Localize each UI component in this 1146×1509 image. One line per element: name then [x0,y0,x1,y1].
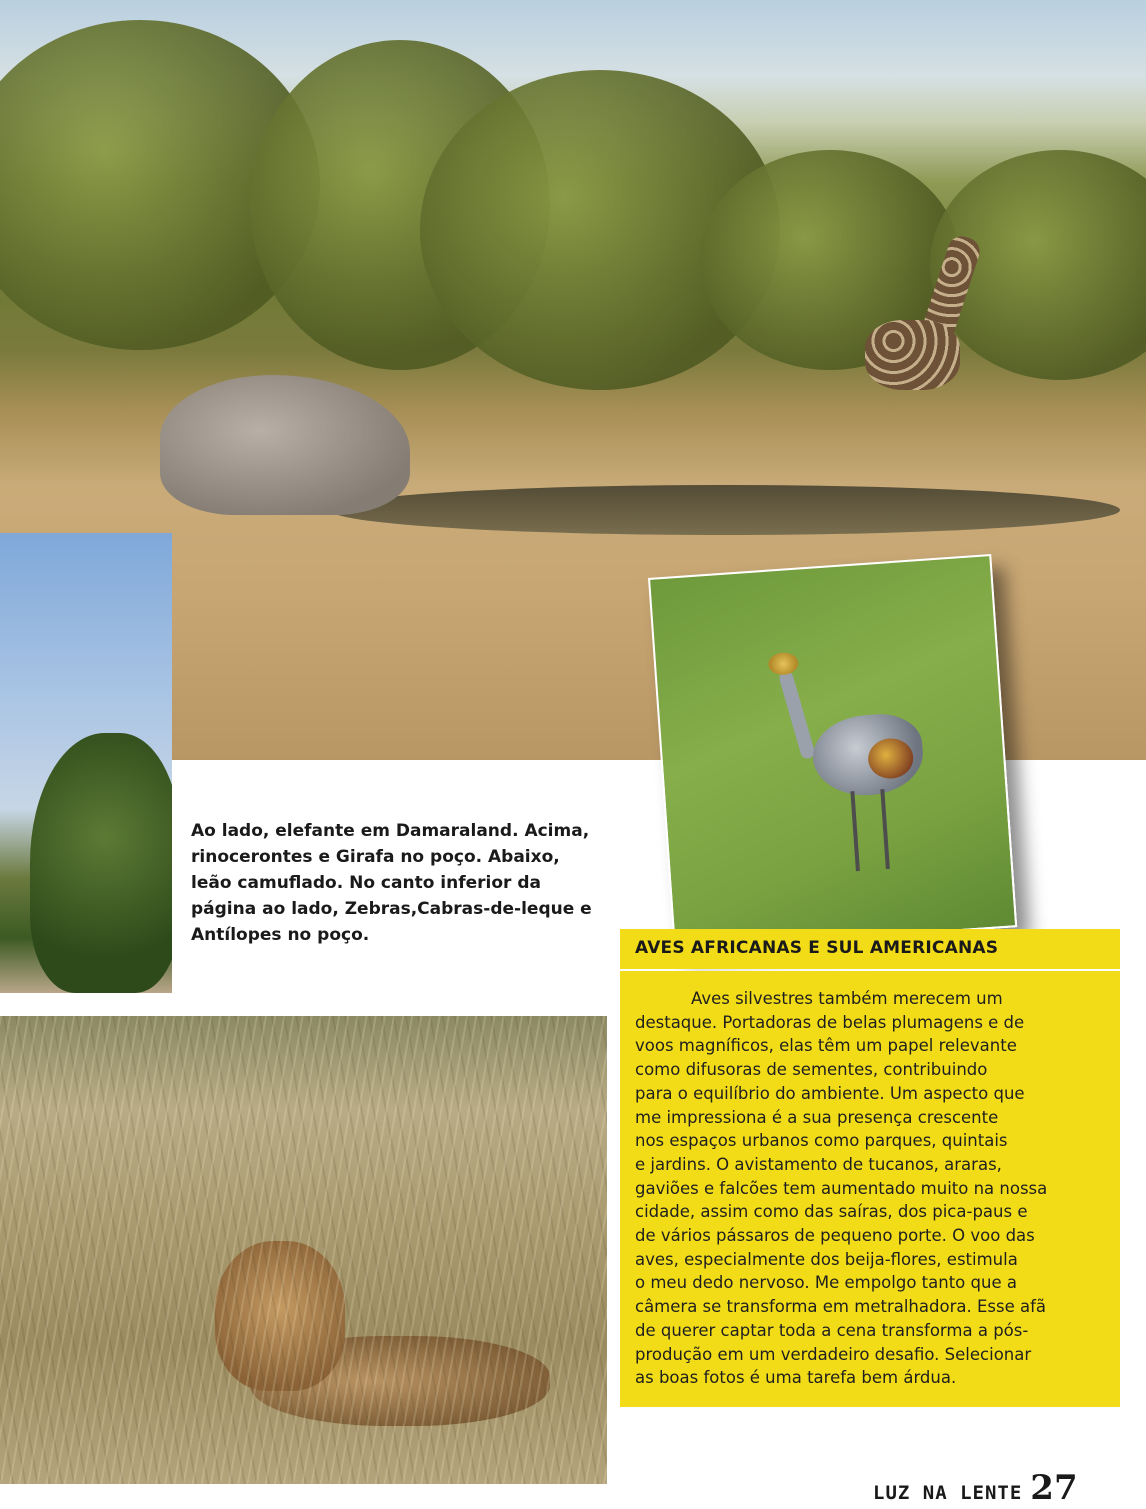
waterhole [330,485,1120,535]
article-line: Aves silvestres também merecem um [691,989,1003,1008]
photo-caption [191,818,621,948]
article-line: para o equilíbrio do ambiente. Um aspecto que [635,1083,1025,1103]
caption-line: leão camuflado. No canto inferior da [191,873,541,893]
article-line: e jardins. O avistamento de tucanos, araras, [635,1154,1002,1174]
page-number: 27 [1030,1468,1078,1508]
article-line: produção em um verdadeiro desafio. Selecionar [635,1344,1032,1364]
crowned-crane-photo [648,554,1017,951]
article-line: voos magníficos, elas têm um papel relevante [635,1036,1017,1056]
article-heading-bar [620,929,1120,969]
article-line: aves, especialmente dos beija-flores, estimula [635,1249,1018,1269]
article-line: o meu dedo nervoso. Me empolgo tanto que a [635,1273,1017,1293]
article-line: de vários pássaros de pequeno porte. O voo das [635,1226,1035,1246]
article-line: câmera se transforma em metralhadora. Esse afã [635,1297,1046,1317]
article-line: como difusoras de sementes, contribuindo [635,1060,988,1080]
page-footer [873,1468,1078,1508]
caption-line: Antílopes no poço. [191,925,370,945]
article-line: gaviões e falcões tem aumentado muito na nossa [635,1178,1048,1198]
caption-line: página ao lado, Zebras,Cabras-de-leque e [191,899,592,919]
article-box [620,971,1120,1407]
magazine-name: LUZ NA LENTE [873,1482,1023,1504]
article-line: me impressiona é a sua presença crescente [635,1107,999,1127]
article-heading: AVES AFRICANAS E SUL AMERICANAS [635,938,999,958]
caption-line: rinocerontes e Girafa no poço. Abaixo, [191,847,560,867]
article-line: destaque. Portadoras de belas plumagens e de [635,1012,1025,1032]
lion-photo [0,1016,607,1484]
caption-line: Ao lado, elefante em Damaraland. Acima, [191,821,590,841]
elephant-photo [0,533,172,993]
article-body [635,987,1113,1390]
article-line: nos espaços urbanos como parques, quintais [635,1131,1008,1151]
article-line: cidade, assim como das saíras, dos pica-paus e [635,1202,1028,1222]
giraffe [865,320,960,390]
article-line: de querer captar toda a cena transforma a pós- [635,1320,1029,1340]
article-line: as boas fotos é uma tarefa bem árdua. [635,1368,957,1388]
rhino [160,375,410,515]
